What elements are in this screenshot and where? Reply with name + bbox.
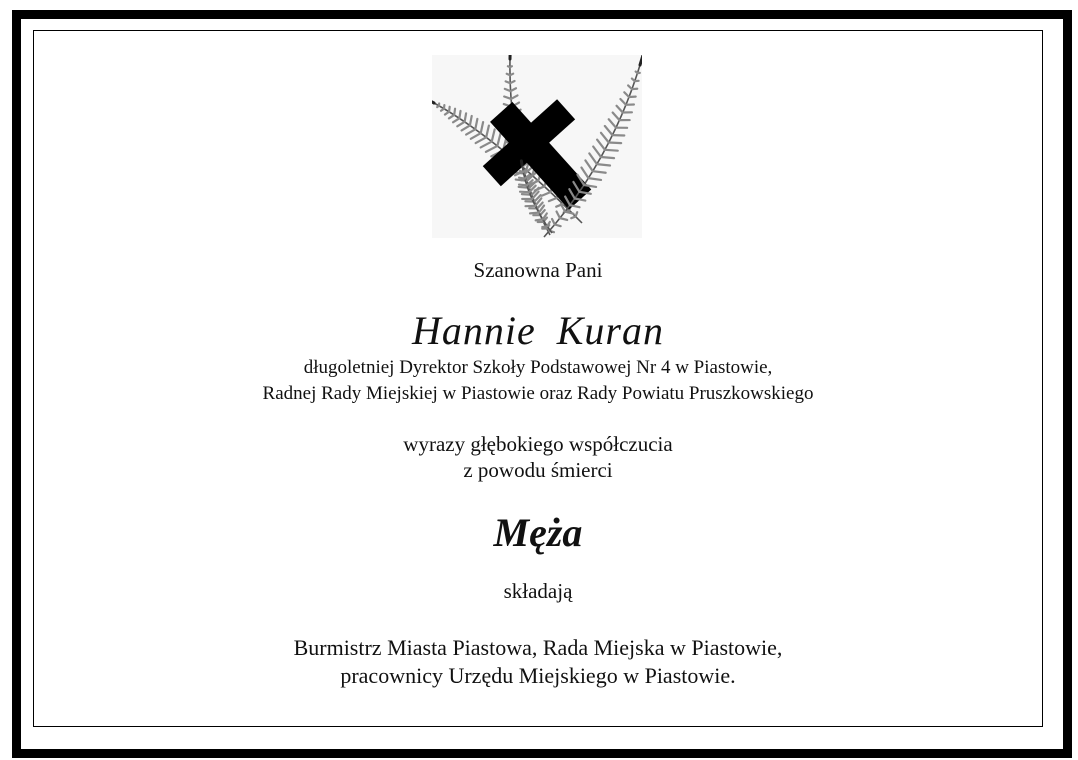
deceased-relation: Męża xyxy=(493,510,583,555)
recipient-name: Hannie Kuran xyxy=(412,308,664,353)
salutation: Szanowna Pani xyxy=(473,258,603,282)
recipient-role-line-1: długoletniej Dyrektor Szkoły Podstawowej Nr 4 w Piastowie, xyxy=(303,357,773,378)
offered-by: składają xyxy=(503,579,573,603)
recipient-role-line-2: Radnej Rady Miejskiej w Piastowie oraz Rady Powiatu Pruszkowskiego xyxy=(262,383,814,404)
condolence-line-2: z powodu śmierci xyxy=(463,458,613,482)
cross-with-fern-branches-icon xyxy=(432,55,642,238)
condolence-line-1: wyrazy głębokiego współczucia xyxy=(403,432,673,456)
signers-line-2: pracownicy Urzędu Miejskiego w Piastowie. xyxy=(340,663,736,688)
signers-line-1: Burmistrz Miasta Piastowa, Rada Miejska w Piastowie, xyxy=(293,635,783,660)
